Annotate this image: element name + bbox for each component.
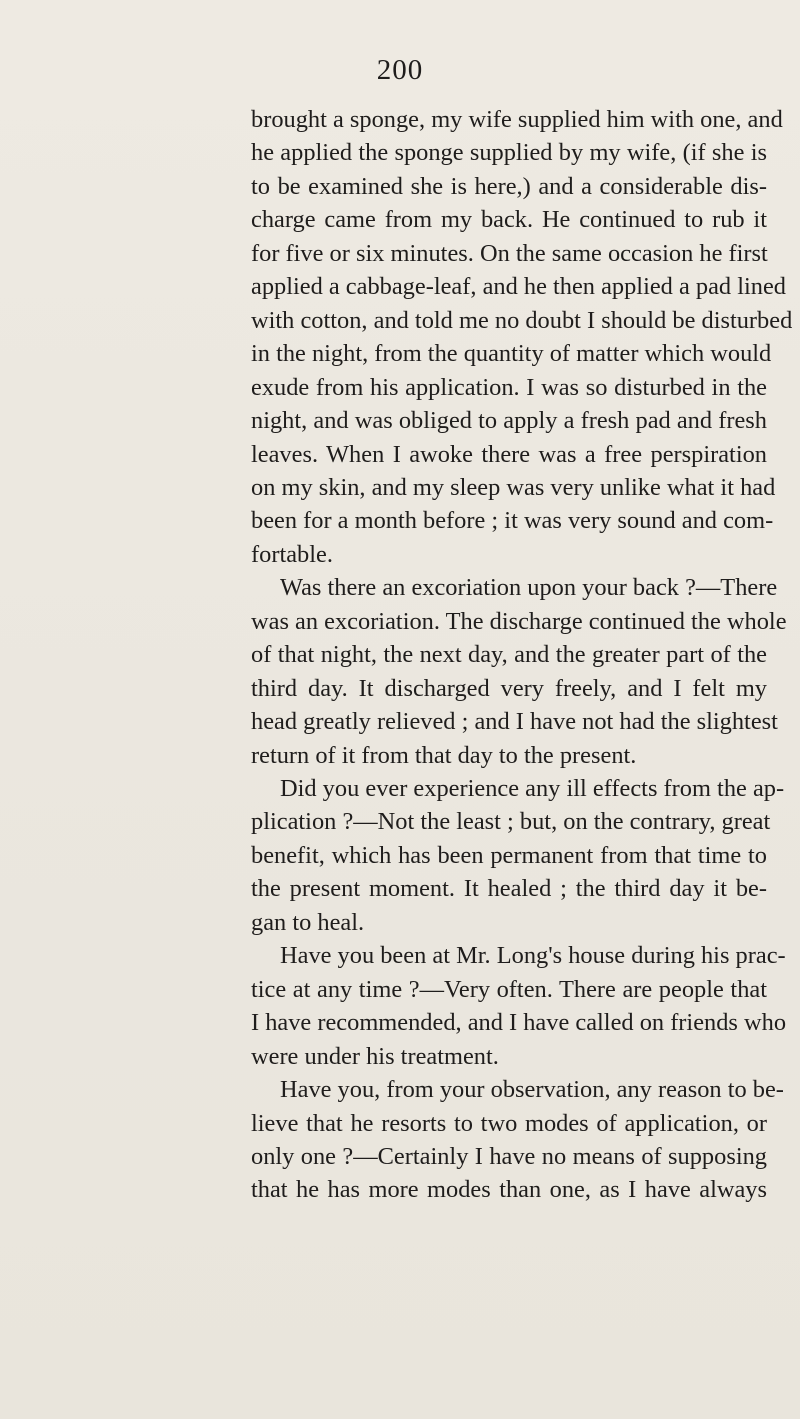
text-line: charge came from my back. He continued to rub it [251,206,767,234]
text-line: return of it from that day to the present. [251,741,637,769]
text-line: for five or six minutes. On the same occasion he first [251,239,768,267]
text-line: he applied the sponge supplied by my wife, (if she is [251,139,767,167]
text-line: in the night, from the quantity of matter which would [251,340,772,368]
text-line: was an excoriation. The discharge continued the whole [251,607,787,635]
text-line: fortable. [251,540,333,568]
text-line: of that night, the next day, and the greater part of the [251,641,767,669]
text-line: lieve that he resorts to two modes of application, or [251,1109,767,1137]
text-line: to be examined she is here,) and a considerable dis- [251,172,767,200]
text-line: only one ?—Certainly I have no means of supposing [251,1142,767,1170]
text-line: plication ?—Not the least ; but, on the contrary, great [251,808,771,836]
text-line: gan to heal. [251,908,365,936]
text-line: exude from his application. I was so disturbed in the [251,373,767,401]
text-line: Was there an excoriation upon your back ?—There [280,574,778,602]
text-line: benefit, which has been permanent from that time to [251,841,767,869]
text-line: night, and was obliged to apply a fresh pad and fresh [251,407,767,435]
text-line: brought a sponge, my wife supplied him with one, and [251,106,783,133]
text-line: that he has more modes than one, as I have always [251,1176,767,1204]
text-line: the present moment. It healed ; the third day it be- [251,875,767,903]
text-line: I have recommended, and I have called on friends who [251,1009,787,1037]
text-line: Have you, from your observation, any reason to be- [280,1076,784,1104]
text-line: applied a cabbage-leaf, and he then applied a pad lined [251,273,786,301]
text-line: Did you ever experience any ill effects from the ap- [280,775,785,802]
text-line: were under his treatment. [251,1042,499,1070]
text-line: on my skin, and my sleep was very unlike what it had [251,473,776,501]
text-line: third day. It discharged very freely, and I felt my [251,674,767,702]
text-line: leaves. When I awoke there was a free perspiration [251,440,767,468]
text-line: with cotton, and told me no doubt I should be disturbed [251,306,793,334]
text-line: Have you been at Mr. Long's house during his prac- [280,942,786,970]
text-line: tice at any time ?—Very often. There are people that [251,975,767,1003]
text-line: head greatly relieved ; and I have not had the slightest [251,708,778,736]
text-line: been for a month before ; it was very sound and com- [251,507,774,535]
page-number: 200 [376,54,424,86]
